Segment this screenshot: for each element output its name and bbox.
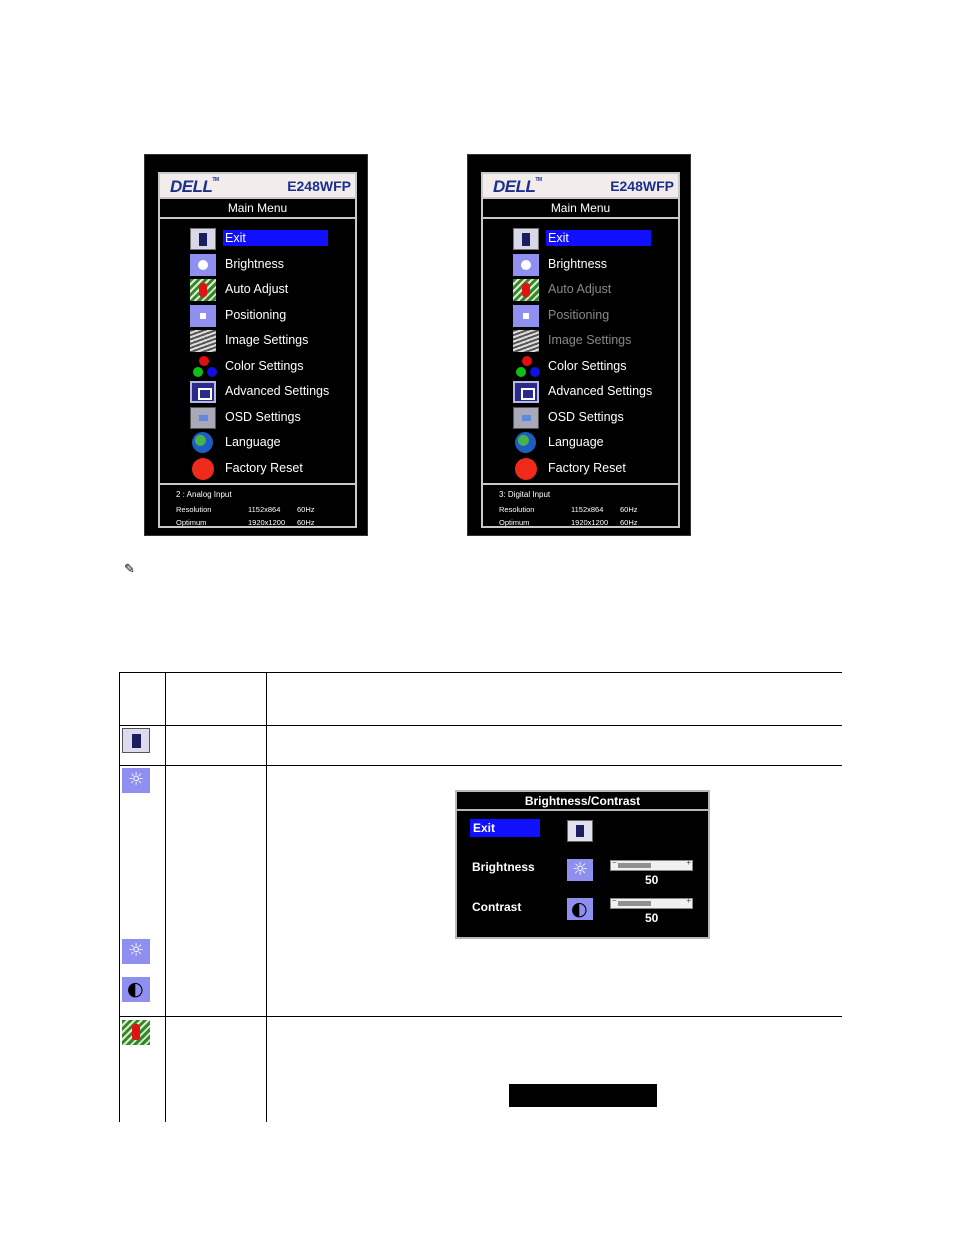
menu-item-label: Color Settings (548, 358, 627, 373)
osd-header (160, 174, 355, 199)
color-settings-icon (190, 356, 216, 378)
auto-adjust-icon (513, 279, 539, 301)
menu-item-positioning (513, 303, 678, 329)
osd-settings-icon (190, 407, 216, 429)
osd-main-menu-analog (144, 154, 368, 536)
brightness-icon (567, 859, 593, 881)
resolution-label: Resolution (176, 505, 212, 514)
table-row-divider (119, 765, 842, 766)
color-settings-icon (513, 356, 539, 378)
input-source: 2 : Analog Input (176, 490, 232, 499)
menu-item-auto-adjust (513, 277, 678, 303)
contrast-icon (122, 977, 150, 1002)
menu-item-label: Factory Reset (225, 460, 303, 475)
menu-item-label: Advanced Settings (548, 384, 653, 398)
input-source: 3: Digital Input (499, 490, 551, 499)
menu-item-label: Exit (223, 230, 328, 246)
brightness-value: 50 (645, 873, 659, 887)
osd-title: Main Menu (483, 199, 678, 219)
brightness-contrast-menu (455, 790, 710, 939)
menu-item-advanced-settings[interactable] (190, 379, 355, 405)
menu-item-brightness[interactable] (513, 252, 678, 278)
exit-icon (190, 228, 216, 250)
menu-item-osd-settings[interactable] (190, 405, 355, 431)
plus-icon: + (686, 858, 691, 867)
menu-item-language[interactable] (190, 430, 355, 456)
contrast-slider[interactable] (610, 898, 693, 909)
model-name: E248WFP (610, 178, 674, 194)
menu-item-advanced-settings[interactable] (513, 379, 678, 405)
advanced-settings-icon (513, 381, 539, 403)
brightness-icon (122, 768, 150, 793)
minus-icon: − (612, 858, 617, 867)
menu-item-label: OSD Settings (548, 409, 624, 424)
positioning-icon (190, 305, 216, 327)
menu-item-label: Auto Adjust (548, 282, 612, 296)
dell-logo: DELL™ (170, 177, 219, 196)
contrast-icon (567, 898, 593, 920)
menu-item-exit[interactable] (190, 226, 355, 252)
menu-item-color-settings[interactable] (513, 354, 678, 380)
menu-item-label: Positioning (548, 307, 610, 322)
resolution-label: Resolution (499, 505, 535, 514)
menu-item-osd-settings[interactable] (513, 405, 678, 431)
table-col-divider (266, 672, 267, 1122)
brightness-label: Brightness (472, 860, 535, 874)
menu-item-factory-reset[interactable] (190, 456, 355, 482)
menu-item-label: Image Settings (548, 333, 632, 347)
menu-item-label: Factory Reset (548, 460, 626, 475)
menu-item-label: Language (225, 435, 281, 449)
menu-item-label: Brightness (548, 256, 608, 271)
brightness-slider-fill (618, 863, 651, 868)
contrast-slider-fill (618, 901, 651, 906)
menu-item-label: OSD Settings (225, 409, 301, 424)
factory-reset-icon (513, 458, 539, 480)
brightness-slider[interactable] (610, 860, 693, 871)
osd-status-footer (160, 483, 355, 528)
menu-item-image-settings (513, 328, 678, 354)
resolution-value: 1152x864 (248, 505, 281, 514)
resolution-hz: 60Hz (620, 505, 638, 514)
contrast-value: 50 (645, 911, 659, 925)
table-border-top (119, 672, 842, 673)
brightness-icon (122, 939, 150, 964)
image-settings-icon (513, 330, 539, 352)
globe-icon (513, 432, 539, 454)
advanced-settings-icon (190, 381, 216, 403)
minus-icon: − (612, 896, 617, 905)
exit-icon[interactable] (567, 820, 593, 842)
globe-icon (190, 432, 216, 454)
optimum-value: 1920x1200 (571, 518, 609, 527)
table-col-divider (165, 672, 166, 1122)
menu-item-image-settings[interactable] (190, 328, 355, 354)
optimum-value: 1920x1200 (248, 518, 286, 527)
menu-item-positioning[interactable] (190, 303, 355, 329)
menu-item-label: Language (548, 435, 604, 449)
menu-item-label: Positioning (225, 307, 287, 322)
menu-item-label: Brightness (225, 256, 285, 271)
submenu-title: Brightness/Contrast (457, 792, 708, 811)
factory-reset-icon (190, 458, 216, 480)
osd-status-footer (483, 483, 678, 528)
plus-icon: + (686, 896, 691, 905)
exit-icon (513, 228, 539, 250)
resolution-hz: 60Hz (297, 505, 315, 514)
menu-item-label: Color Settings (225, 358, 304, 373)
osd-title: Main Menu (160, 199, 355, 219)
auto-adjust-icon (190, 279, 216, 301)
menu-item-exit[interactable] (513, 226, 678, 252)
menu-item-label: Advanced Settings (225, 384, 330, 398)
exit-option[interactable]: Exit (470, 819, 540, 837)
menu-item-language[interactable] (513, 430, 678, 456)
brightness-icon (513, 254, 539, 276)
optimum-label: Optimum (176, 518, 207, 527)
auto-adjust-icon (122, 1020, 150, 1045)
osd-header (483, 174, 678, 199)
osd-menu-list (190, 226, 355, 481)
osd-frame (158, 172, 357, 528)
optimum-label: Optimum (499, 518, 530, 527)
menu-item-brightness[interactable] (190, 252, 355, 278)
optimum-hz: 60Hz (297, 518, 315, 527)
brightness-icon (190, 254, 216, 276)
model-name: E248WFP (287, 178, 351, 194)
osd-settings-icon (513, 407, 539, 429)
exit-icon (122, 728, 150, 753)
menu-item-label: Auto Adjust (225, 282, 289, 296)
osd-menu-list (513, 226, 678, 481)
optimum-hz: 60Hz (620, 518, 638, 527)
menu-item-label: Image Settings (225, 333, 309, 347)
dell-logo: DELL™ (493, 177, 542, 196)
table-row-divider (119, 725, 842, 726)
image-settings-icon (190, 330, 216, 352)
positioning-icon (513, 305, 539, 327)
table-col-divider (119, 672, 120, 1122)
table-row-divider (119, 1016, 842, 1017)
contrast-label: Contrast (472, 900, 522, 914)
menu-item-factory-reset[interactable] (513, 456, 678, 482)
osd-frame (481, 172, 680, 528)
menu-item-color-settings[interactable] (190, 354, 355, 380)
note-pencil-icon: ✎ (124, 561, 135, 576)
osd-message-bar (509, 1084, 657, 1107)
menu-item-label: Exit (546, 230, 651, 246)
menu-item-auto-adjust[interactable] (190, 277, 355, 303)
osd-main-menu-digital (467, 154, 691, 536)
resolution-value: 1152x864 (571, 505, 604, 514)
